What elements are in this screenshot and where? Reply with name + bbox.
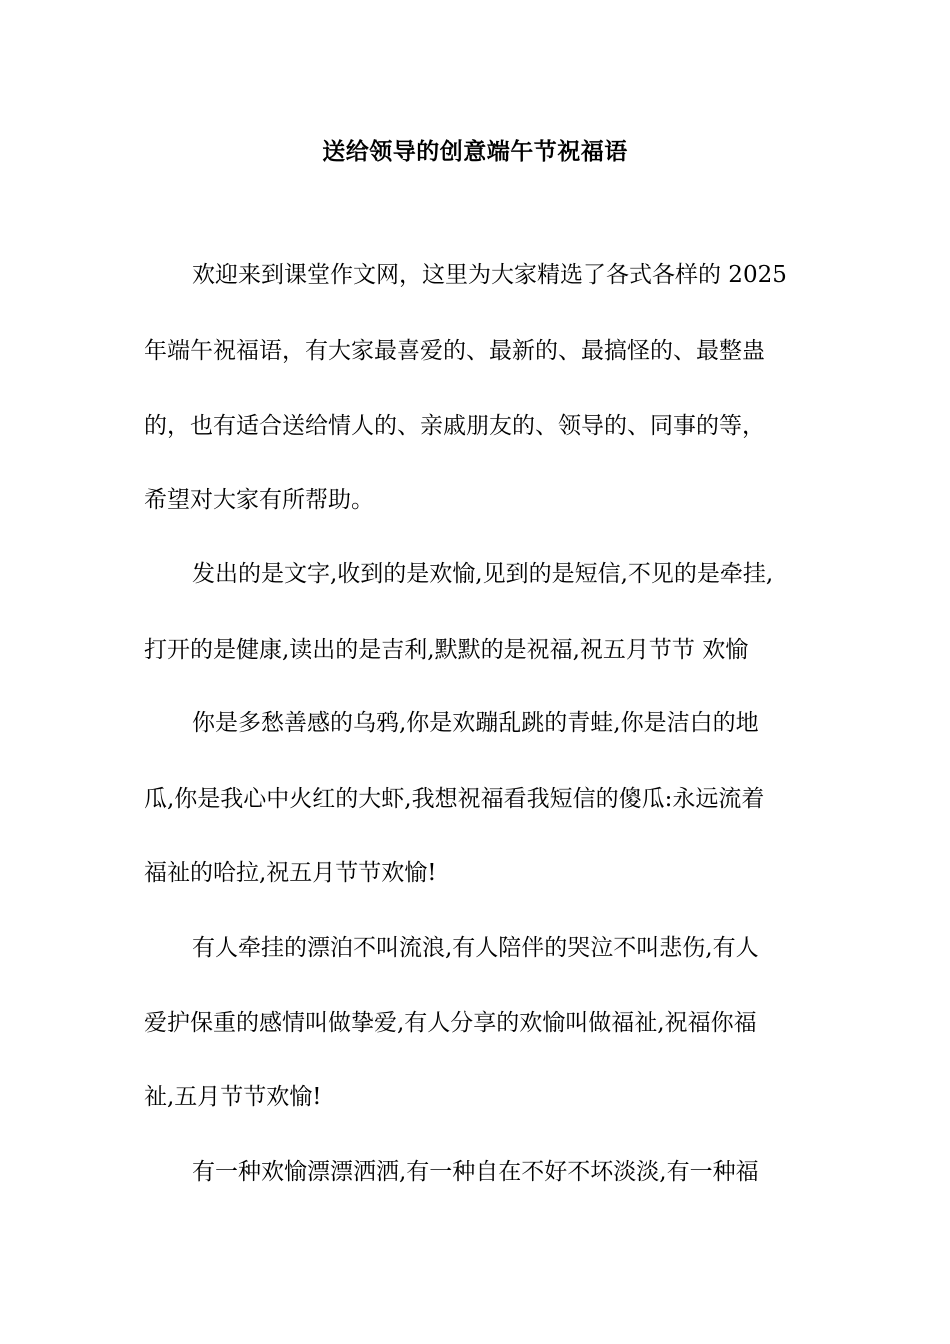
paragraph-3-line-3: 福祉的哈拉,祝五月节节欢愉! xyxy=(144,860,437,886)
paragraph-2-line-2: 打开的是健康,读出的是吉利,默默的是祝福,祝五月节节 欢愉 xyxy=(144,637,749,663)
paragraph-4-line-2: 爱护保重的感情叫做挚爱,有人分享的欢愉叫做福祉,祝福你福 xyxy=(144,1010,757,1036)
paragraph-2-line-1: 发出的是文字,收到的是欢愉,见到的是短信,不见的是牵挂, xyxy=(192,561,774,587)
paragraph-1-line-4: 希望对大家有所帮助。 xyxy=(144,487,374,513)
paragraph-3-line-1: 你是多愁善感的乌鸦,你是欢蹦乱跳的青蛙,你是洁白的地 xyxy=(192,710,759,736)
paragraph-3-line-2: 瓜,你是我心中火红的大虾,我想祝福看我短信的傻瓜:永远流着 xyxy=(144,786,765,812)
paragraph-1-line-3: 的，也有适合送给情人的、亲戚朋友的、领导的、同事的等， xyxy=(144,413,765,439)
paragraph-1-line-1: 欢迎来到课堂作文网，这里为大家精选了各式各样的 2025 xyxy=(192,262,787,288)
paragraph-5-line-1: 有一种欢愉漂漂洒洒,有一种自在不好不坏淡淡,有一种福 xyxy=(192,1159,759,1185)
document-title: 送给领导的创意端午节祝福语 xyxy=(322,139,628,165)
paragraph-4-line-1: 有人牵挂的漂泊不叫流浪,有人陪伴的哭泣不叫悲伤,有人 xyxy=(192,935,759,961)
paragraph-4-line-3: 祉,五月节节欢愉! xyxy=(144,1084,322,1110)
paragraph-1-line-2: 年端午祝福语，有大家最喜爱的、最新的、最搞怪的、最整蛊 xyxy=(144,338,765,364)
